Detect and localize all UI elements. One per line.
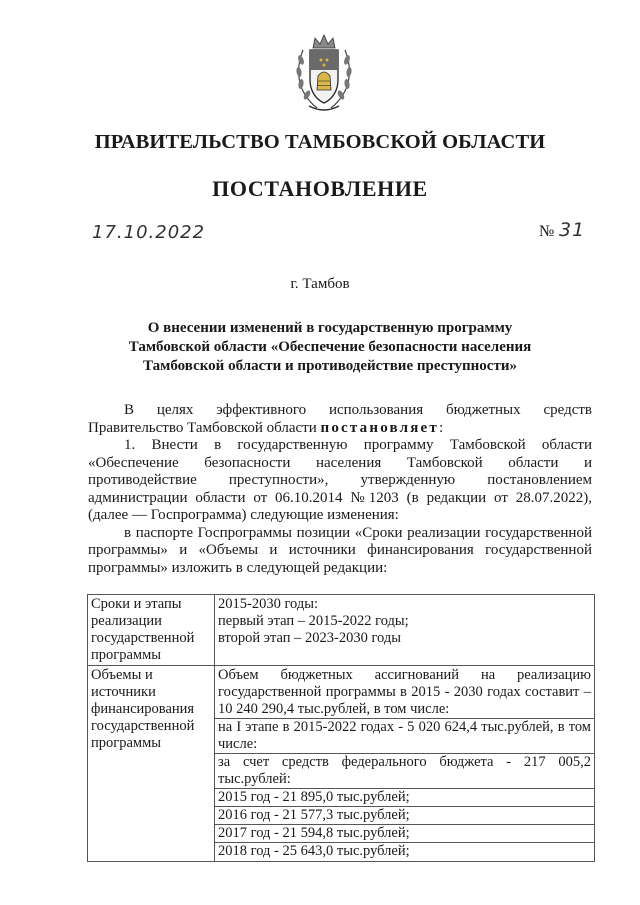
table-row	[88, 666, 595, 862]
row-value-funding	[215, 666, 595, 862]
paragraph-passport-change: в паспорте Госпрограммы позиции «Сроки реализации государственной программы» и «Объемы и источники финансирования государственной программы» изложить в следующей редакции:	[88, 524, 592, 576]
funding-intro: Объем бюджетных ассигнований на реализацию государственной программы в 2015 - 2030 годах составит – 10 240 290,4 тыс.рублей, в том числе:	[215, 667, 594, 719]
document-body	[88, 402, 592, 577]
funding-year: 2017 год - 21 594,8 тыс.рублей;	[215, 825, 594, 843]
funding-year: 2018 год - 25 643,0 тыс.рублей;	[218, 843, 410, 859]
row-label-funding: Объемы и источники финансирования государственной программы	[88, 666, 215, 862]
funding-year: 2016 год - 21 577,3 тыс.рублей;	[215, 807, 594, 825]
row-value-terms	[215, 595, 595, 666]
funding-stage-1: на I этапе в 2015-2022 годах - 5 020 624,4 тыс.рублей, в том числе:	[215, 719, 594, 754]
government-title: ПРАВИТЕЛЬСТВО ТАМБОВСКОЙ ОБЛАСТИ	[94, 131, 546, 153]
preamble-colon: :	[438, 419, 444, 436]
table-row	[88, 595, 595, 666]
row-label-terms: Сроки и этапы реализации государственной программы	[88, 595, 215, 666]
document-subject: О внесении изменений в государственную программу Тамбовской области «Обеспечение безопасности населения Тамбовской области и противодействие преступности»	[128, 320, 532, 374]
preamble-text: В целях эффективного использования бюджетных средств Правительство Тамбовской области	[88, 402, 592, 436]
number-label: №	[539, 223, 555, 240]
funding-year: 2015 год - 21 895,0 тыс.рублей;	[215, 789, 594, 807]
keyword-postanovlyaet: постановляет	[320, 419, 439, 436]
handwritten-number: 31	[559, 219, 586, 241]
passport-table	[87, 594, 595, 862]
paragraph-item-1: 1. Внести в государственную программу Тамбовской области «Обеспечение безопасности населения Тамбовской области и противодействие преступности», утвержденную постановлением администрации области от 06.10.2014 №1203 (в редакции от 28.07.2022), (далее — Госпрограмма) следующие изменения:	[88, 437, 592, 523]
paragraph-preamble	[88, 402, 592, 437]
document-type-title: ПОСТАНОВЛЕНИЕ	[212, 176, 428, 201]
terms-line: второй этап – 2023-2030 годы	[218, 630, 401, 646]
city-label: г. Тамбов	[290, 276, 350, 292]
coat-of-arms-emblem	[293, 30, 355, 116]
handwritten-date: 17.10.2022	[92, 222, 206, 243]
terms-line: первый этап – 2015-2022 годы;	[218, 613, 409, 629]
funding-federal: за счет средств федерального бюджета - 217 005,2 тыс.рублей:	[215, 754, 594, 789]
terms-line: 2015-2030 годы:	[218, 596, 319, 612]
